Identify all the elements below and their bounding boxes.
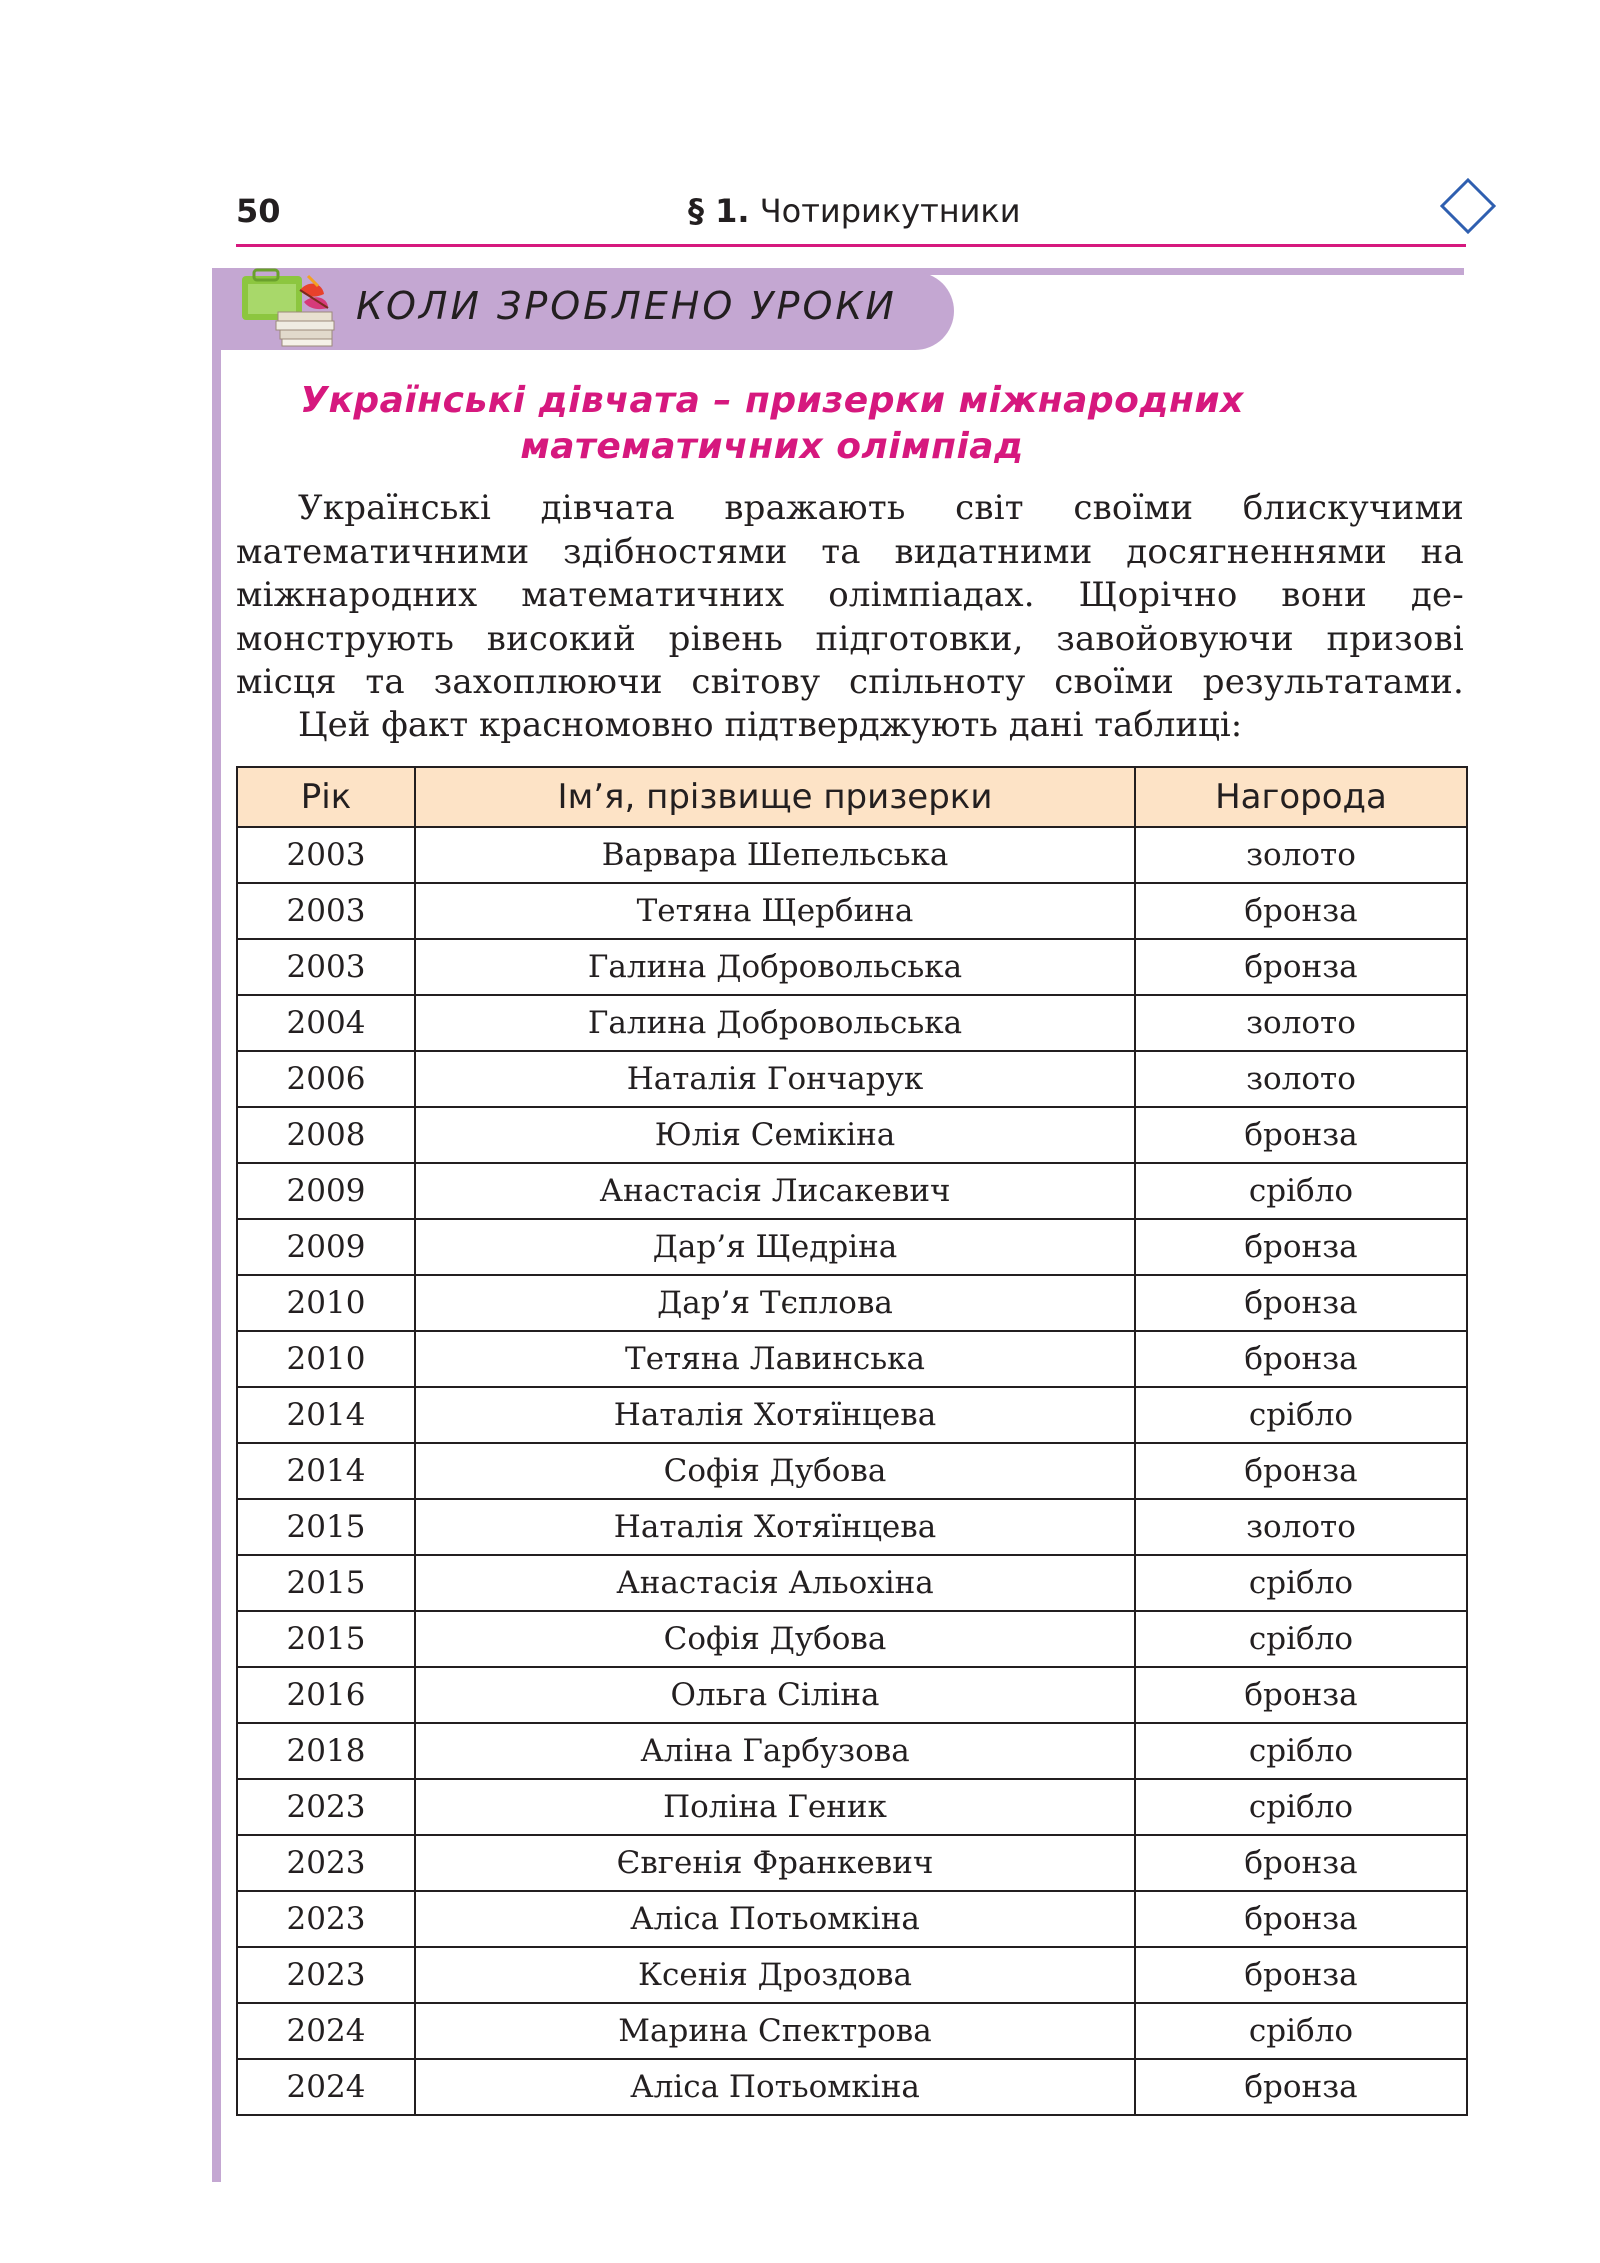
table-row bbox=[237, 2003, 1467, 2059]
table-cell-award: золото bbox=[1135, 995, 1467, 1051]
table-cell-award: срібло bbox=[1135, 1723, 1467, 1779]
article-title bbox=[240, 378, 1304, 470]
table-row bbox=[237, 1163, 1467, 1219]
table-cell-award: бронза bbox=[1135, 939, 1467, 995]
table-cell-year: 2023 bbox=[237, 1947, 415, 2003]
paragraph-line: монструють високий рівень підготовки, завойовуючи призові bbox=[236, 618, 1464, 659]
table-cell-award: бронза bbox=[1135, 1891, 1467, 1947]
page-number: 50 bbox=[236, 192, 281, 230]
table-cell-year: 2015 bbox=[237, 1499, 415, 1555]
table-cell-year: 2008 bbox=[237, 1107, 415, 1163]
table-cell-name: Наталія Гончарук bbox=[415, 1051, 1135, 1107]
table-cell-award: срібло bbox=[1135, 1555, 1467, 1611]
table-cell-award: бронза bbox=[1135, 1947, 1467, 2003]
table-cell-award: бронза bbox=[1135, 2059, 1467, 2115]
table-cell-name: Наталія Хотяїнцева bbox=[415, 1387, 1135, 1443]
table-cell-year: 2018 bbox=[237, 1723, 415, 1779]
section-title: Чотирикутники bbox=[759, 192, 1021, 230]
table-cell-year: 2016 bbox=[237, 1667, 415, 1723]
books-icon bbox=[238, 268, 338, 348]
table-cell-year: 2023 bbox=[237, 1779, 415, 1835]
table-cell-year: 2004 bbox=[237, 995, 415, 1051]
table-cell-year: 2023 bbox=[237, 1835, 415, 1891]
table-cell-name: Аліна Гарбузова bbox=[415, 1723, 1135, 1779]
table-cell-name: Аліса Потьомкіна bbox=[415, 2059, 1135, 2115]
paragraph-line: міжнародних математичних олімпіадах. Щорічно вони де- bbox=[236, 575, 1464, 616]
table-cell-name: Юлія Семікіна bbox=[415, 1107, 1135, 1163]
table-row bbox=[237, 1387, 1467, 1443]
table-cell-award: бронза bbox=[1135, 883, 1467, 939]
table-cell-award: срібло bbox=[1135, 2003, 1467, 2059]
table-cell-year: 2015 bbox=[237, 1611, 415, 1667]
table-cell-year: 2003 bbox=[237, 883, 415, 939]
table-row bbox=[237, 1499, 1467, 1555]
table-row bbox=[237, 1947, 1467, 2003]
table-row bbox=[237, 1891, 1467, 1947]
table-row bbox=[237, 1779, 1467, 1835]
table-cell-name: Поліна Геник bbox=[415, 1779, 1135, 1835]
table-cell-name: Тетяна Лавинська bbox=[415, 1331, 1135, 1387]
table-cell-name: Марина Спектрова bbox=[415, 2003, 1135, 2059]
paragraph-line: Українські дівчата вражають світ своїми блискучими bbox=[298, 488, 1464, 528]
table-cell-award: бронза bbox=[1135, 1667, 1467, 1723]
table-cell-name: Ольга Сіліна bbox=[415, 1667, 1135, 1723]
column-header-year: Рік bbox=[237, 767, 415, 827]
table-cell-year: 2010 bbox=[237, 1275, 415, 1331]
table-cell-name: Ксенія Дроздова bbox=[415, 1947, 1135, 2003]
table-header-row bbox=[237, 767, 1467, 827]
table-cell-name: Варвара Шепельська bbox=[415, 827, 1135, 883]
table-row bbox=[237, 1219, 1467, 1275]
table-cell-name: Аліса Потьомкіна bbox=[415, 1891, 1135, 1947]
table-cell-year: 2024 bbox=[237, 2059, 415, 2115]
table-cell-name: Дар’я Тєплова bbox=[415, 1275, 1135, 1331]
table-cell-award: бронза bbox=[1135, 1835, 1467, 1891]
table-cell-award: бронза bbox=[1135, 1107, 1467, 1163]
table-row bbox=[237, 1667, 1467, 1723]
table-row bbox=[237, 1051, 1467, 1107]
table-cell-name: Галина Добровольська bbox=[415, 995, 1135, 1051]
table-cell-year: 2023 bbox=[237, 1891, 415, 1947]
table-cell-year: 2003 bbox=[237, 939, 415, 995]
table-cell-award: срібло bbox=[1135, 1611, 1467, 1667]
table-cell-award: бронза bbox=[1135, 1331, 1467, 1387]
column-header-award: Нагорода bbox=[1135, 767, 1467, 827]
prize-winners-table bbox=[236, 766, 1468, 2116]
banner-title: КОЛИ ЗРОБЛЕНО УРОКИ bbox=[356, 284, 897, 328]
header-rule bbox=[236, 244, 1466, 247]
table-cell-year: 2009 bbox=[237, 1163, 415, 1219]
table-cell-year: 2024 bbox=[237, 2003, 415, 2059]
diamond-icon bbox=[1440, 178, 1496, 234]
table-row bbox=[237, 1443, 1467, 1499]
table-row bbox=[237, 1331, 1467, 1387]
table-cell-award: золото bbox=[1135, 827, 1467, 883]
table-cell-award: бронза bbox=[1135, 1275, 1467, 1331]
table-cell-award: золото bbox=[1135, 1499, 1467, 1555]
table-row bbox=[237, 1723, 1467, 1779]
table-body bbox=[237, 827, 1467, 2115]
table-cell-year: 2015 bbox=[237, 1555, 415, 1611]
table-row bbox=[237, 1555, 1467, 1611]
table-cell-award: срібло bbox=[1135, 1387, 1467, 1443]
table-cell-year: 2014 bbox=[237, 1443, 415, 1499]
table-row bbox=[237, 1275, 1467, 1331]
table-row bbox=[237, 1611, 1467, 1667]
table-row bbox=[237, 827, 1467, 883]
sidebar-bar bbox=[212, 272, 221, 2182]
table-cell-year: 2009 bbox=[237, 1219, 415, 1275]
table-cell-year: 2003 bbox=[237, 827, 415, 883]
table-cell-award: бронза bbox=[1135, 1219, 1467, 1275]
table-cell-award: срібло bbox=[1135, 1779, 1467, 1835]
table-intro: Цей факт красномовно підтверджують дані таблиці: bbox=[298, 705, 1243, 745]
table-cell-name: Євгенія Франкевич bbox=[415, 1835, 1135, 1891]
table-cell-name: Тетяна Щербина bbox=[415, 883, 1135, 939]
paragraph-line: місця та захоплюючи світову спільноту своїми результатами. bbox=[236, 662, 1464, 703]
table-cell-year: 2010 bbox=[237, 1331, 415, 1387]
table-cell-name: Анастасія Лисакевич bbox=[415, 1163, 1135, 1219]
table-row bbox=[237, 995, 1467, 1051]
section-header bbox=[688, 192, 1021, 230]
table-row bbox=[237, 939, 1467, 995]
table-cell-award: золото bbox=[1135, 1051, 1467, 1107]
table-cell-name: Дар’я Щедріна bbox=[415, 1219, 1135, 1275]
paragraph-line: математичними здібностями та видатними досягненнями на bbox=[236, 531, 1464, 572]
table-row bbox=[237, 1835, 1467, 1891]
article-paragraph bbox=[236, 487, 1464, 705]
table-cell-award: срібло bbox=[1135, 1163, 1467, 1219]
article-title-line: математичних олімпіад bbox=[520, 426, 1024, 467]
table-cell-name: Анастасія Альохіна bbox=[415, 1555, 1135, 1611]
table-cell-award: бронза bbox=[1135, 1443, 1467, 1499]
table-cell-name: Наталія Хотяїнцева bbox=[415, 1499, 1135, 1555]
table-cell-name: Софія Дубова bbox=[415, 1443, 1135, 1499]
table-row bbox=[237, 883, 1467, 939]
section-number: § 1. bbox=[688, 192, 750, 230]
table-row bbox=[237, 1107, 1467, 1163]
column-header-name: Ім’я, прізвище призерки bbox=[415, 767, 1135, 827]
table-cell-name: Софія Дубова bbox=[415, 1611, 1135, 1667]
article-title-line: Українські дівчата – призерки міжнародних bbox=[300, 380, 1244, 421]
table-cell-name: Галина Добровольська bbox=[415, 939, 1135, 995]
table-cell-year: 2014 bbox=[237, 1387, 415, 1443]
table-row bbox=[237, 2059, 1467, 2115]
table-cell-year: 2006 bbox=[237, 1051, 415, 1107]
